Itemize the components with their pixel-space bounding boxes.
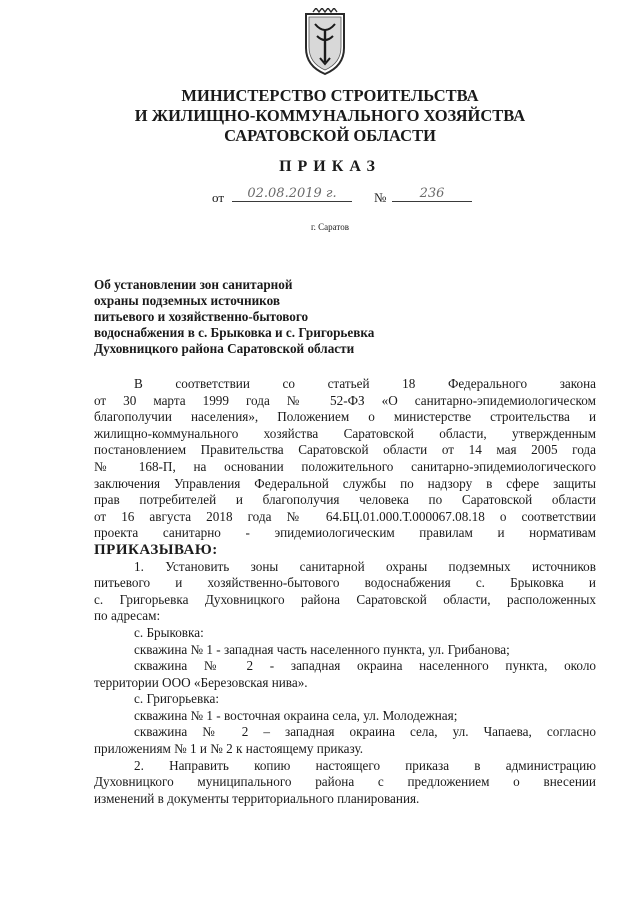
item1-line: питьевого и хозяйственно-бытового водоснабжения с. Брыковка и — [94, 575, 596, 591]
body-line: проекта санитарно - эпидемиологическим правилам и нормативам — [94, 525, 596, 541]
body-line: заключения Управления Федеральной службы по надзору в сфере защиты — [94, 475, 596, 491]
ministry-line: И ЖИЛИЩНО-КОММУНАЛЬНОГО ХОЗЯЙСТВА — [134, 106, 526, 125]
subject-line: Духовницкого района Саратовской области — [94, 341, 355, 356]
body-line: благополучии населения», Положением о министерстве строительства и — [94, 409, 596, 425]
item2-line: изменений в документы территориального планирования. — [94, 790, 420, 806]
body-line: жилищно-коммунального хозяйства Саратовской области, утвержденным — [94, 425, 596, 441]
grig-title: с. Григорьевка: — [134, 691, 219, 707]
bryk-title: с. Брыковка: — [134, 624, 204, 640]
number-prefix: № — [374, 190, 387, 205]
item1-line: 1. Установить зоны санитарной охраны подземных источников — [134, 558, 596, 574]
subject-line: водоснабжения в с. Брыковка и с. Григорьевка — [94, 325, 375, 340]
order-date: 02.08.2019 г. — [232, 186, 352, 202]
subject-line: охраны подземных источников — [94, 293, 280, 308]
grig-well2-line: приложениям № 1 и № 2 к настоящему приказу. — [94, 741, 364, 757]
order-body — [94, 376, 596, 807]
item1-line: по адресам: — [94, 608, 161, 624]
body-line: № 168-П, на основании положительного санитарно-эпидемиологического — [94, 458, 596, 474]
ministry-line: САРАТОВСКОЙ ОБЛАСТИ — [224, 126, 436, 145]
bryk-well2-line: территории ООО «Березовская нива». — [94, 674, 308, 690]
body-line: постановлением Правительства Саратовской области от 14 мая 2005 года — [94, 442, 596, 458]
bryk-well2-line: скважина № 2 - западная окраина населенного пункта, около — [134, 658, 596, 674]
order-word: ПРИКАЗЫВАЮ: — [94, 541, 218, 558]
order-date-number — [212, 186, 472, 208]
body-line: от 16 августа 2018 года № 64.БЦ.01.000.Т.000067.08.18 о соответствии — [94, 508, 596, 524]
subject-line: Об установлении зон санитарной — [94, 277, 293, 292]
item2-line: Духовницкого муниципального района с предложением о внесении — [94, 774, 596, 790]
city-label: г. Саратов — [311, 222, 349, 232]
order-title: ПРИКАЗ — [279, 158, 381, 175]
grig-well2-line: скважина № 2 – западная окраина села, ул. Чапаева, согласно — [134, 724, 596, 740]
date-prefix: от — [212, 190, 225, 205]
item2-line: 2. Направить копию настоящего приказа в администрацию — [134, 757, 596, 773]
item1-line: с. Григорьевка Духовницкого района Саратовской области, расположенных — [94, 591, 596, 607]
bryk-well1: скважина № 1 - западная часть населенного пункта, ул. Грибанова; — [134, 641, 510, 657]
grig-well1: скважина № 1 - восточная окраина села, ул. Молодежная; — [134, 707, 458, 723]
body-line: прав потребителей и благополучия человека по Саратовской области — [94, 492, 596, 508]
body-line: В соответствии со статьей 18 Федерального закона — [134, 376, 596, 391]
ministry-name — [60, 86, 600, 146]
saratov-coat-of-arms-icon — [300, 8, 350, 78]
ministry-line: МИНИСТЕРСТВО СТРОИТЕЛЬСТВА — [181, 86, 479, 105]
order-number: 236 — [392, 186, 472, 202]
subject-line: питьевого и хозяйственно-бытового — [94, 309, 309, 324]
body-line: от 30 марта 1999 года № 52-ФЗ «О санитарно-эпидемиологическом — [94, 392, 596, 408]
order-subject — [94, 277, 454, 357]
